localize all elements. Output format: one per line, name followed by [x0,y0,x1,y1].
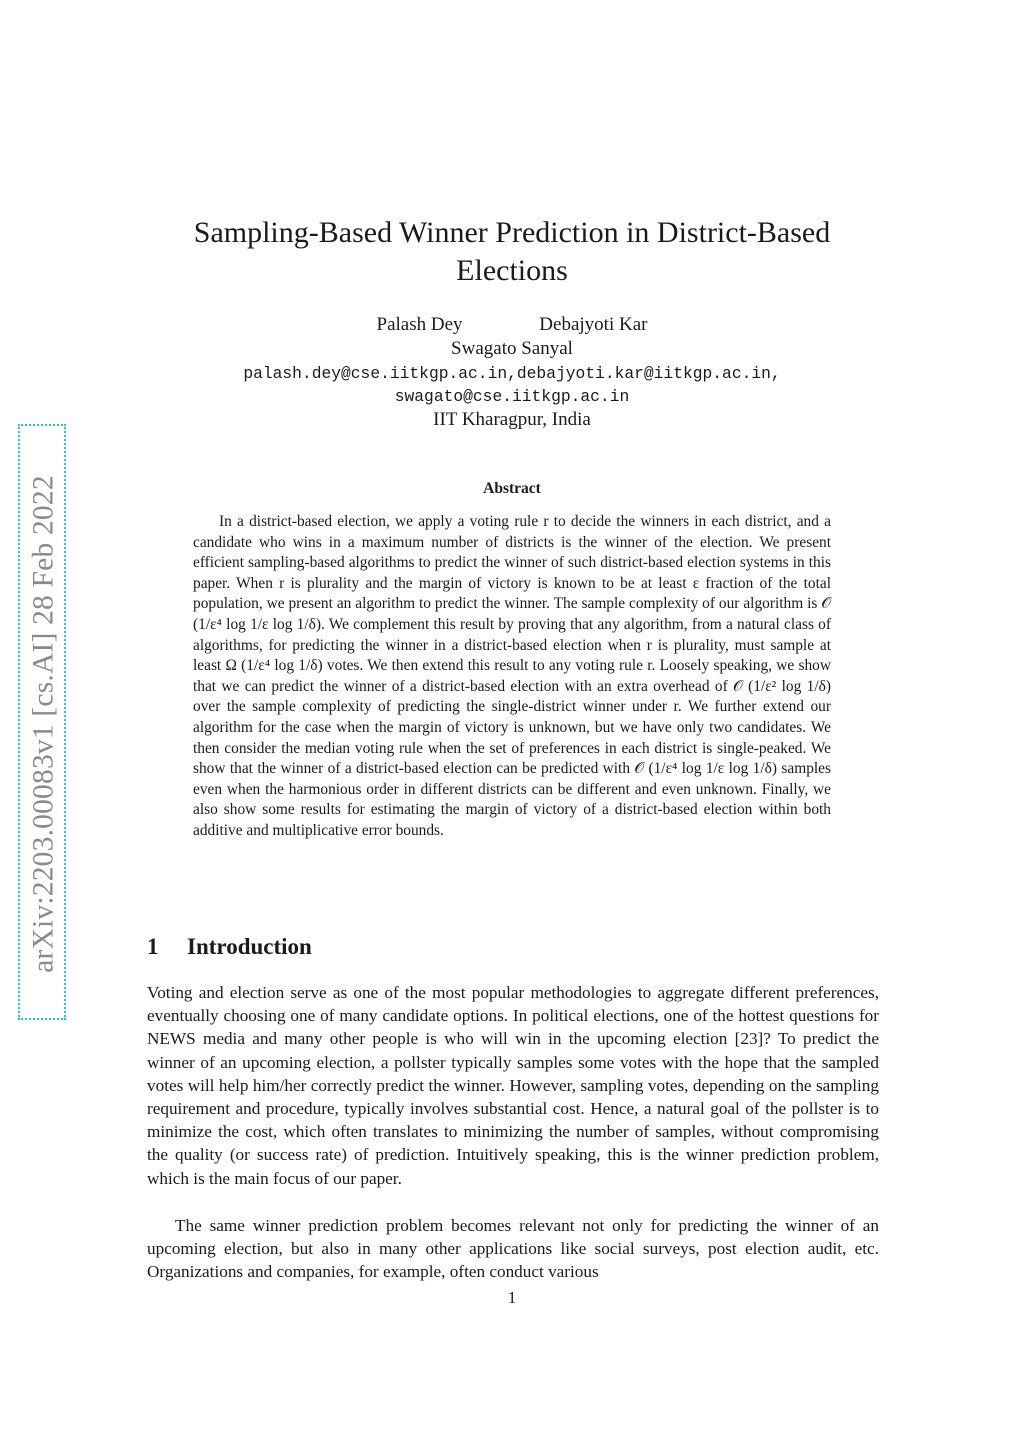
page-number: 1 [507,1288,517,1307]
paper-title: Sampling-Based Winner Prediction in District-Based Elections [193,216,831,287]
author-emails: palash.dey@cse.iitkgp.ac.in,debajyoti.kar@iitkgp.ac.in, [243,364,781,383]
arxiv-identifier: arXiv:2203.00083v1 [cs.AI] 28 Feb 2022 [27,475,60,973]
author-name: Swagato Sanyal [451,338,573,359]
body-paragraph: Voting and election serve as one of the most popular methodologies to aggregate different preferences, eventually choosing one of many candidate options. In political elections, one of the hottest questions for NEWS media and many other people is who will win in the upcoming election [23]? To predict the winner of an upcoming election, a pollster typically samples some votes with the hope that the sampled votes will help him/her correctly predict the winner. However, sampling votes, depending on the sampling requirement and procedure, typically involves substantial cost. Hence, a natural goal of the pollster is to minimize the cost, which often translates to minimizing the number of samples, without compromising the quality (or success rate) of prediction. Intuitively speaking, this is the winner prediction problem, which is the main focus of our paper. [147,983,879,1188]
section-number: 1 [147,934,159,959]
abstract-heading: Abstract [483,480,541,497]
section-title: Introduction [187,934,312,959]
body-paragraph: The same winner prediction problem becomes relevant not only for predicting the winner of an upcoming election, but also in many other applications like social surveys, post election audit, etc. Organizations and companies, for example, often conduct various [147,1216,879,1282]
abstract-text: In a district-based election, we apply a voting rule r to decide the winners in each district, and a candidate who wins in a maximum number of districts is the winner of the election. We present efficient sampling-based algorithms to predict the winner of such district-based election systems in this paper. When r is plurality and the margin of victory is known to be at least ε fraction of the total population, we present an algorithm to predict the winner. The sample complexity of our algorithm is 𝒪 (1/ε⁴ log 1/ε log 1/δ). We complement this result by proving that any algorithm, from a natural class of algorithms, for predicting the winner in a district-based election when r is plurality, must sample at least Ω (1/ε⁴ log 1/δ) votes. We then extend this result to any voting rule r. Loosely speaking, we show that we can predict the winner of a district-based election with an extra overhead of 𝒪 (1/ε² log 1/δ) over the sample complexity of predicting the single-district winner under r. We further extend our algorithm for the case when the margin of victory is unknown, but we have only two candidates. We then consider the median voting rule when the set of preferences in each district is single-peaked. We show that the winner of a district-based election can be predicted with 𝒪 (1/ε⁴ log 1/ε log 1/δ) samples even when the harmonious order in different districts can be different and even unknown. Finally, we also show some results for estimating the margin of victory of a district-based election within both additive and multiplicative error bounds. [193,513,831,839]
author-name: Palash Dey [376,314,463,335]
section-heading [147,934,312,960]
author-name: Debajyoti Kar [539,314,648,335]
affiliation: IIT Kharagpur, India [433,409,591,430]
arxiv-stamp [18,424,66,1020]
author-emails: swagato@cse.iitkgp.ac.in [394,387,630,406]
author-row [150,314,874,336]
